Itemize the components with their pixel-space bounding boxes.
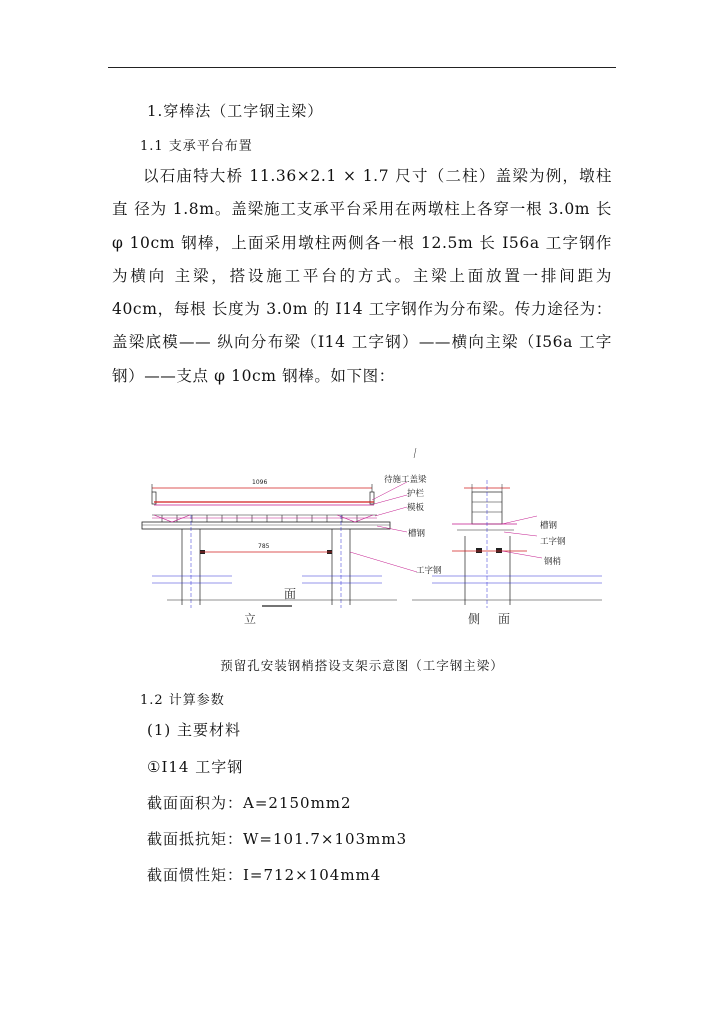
label-hu-lan: 护栏 [407, 489, 425, 499]
side-ce-label: 侧 [468, 612, 481, 626]
section-1-heading: 1.穿棒法（工字钢主梁） [147, 102, 324, 120]
dim-top-label: 1096 [252, 479, 268, 486]
label-gong-zi-gang-2: 工字钢 [540, 537, 566, 547]
figure-caption: 预留孔安装钢梢搭设支架示意图（工字钢主梁） [220, 658, 504, 673]
section-inertia: 截面惯性矩：I=712×104mm4 [147, 866, 382, 884]
bridge-support-diagram [132, 440, 602, 640]
main-girder [142, 522, 390, 529]
section-area: 截面面积为：A=2150mm2 [147, 794, 352, 812]
section-modulus: 截面抵抗矩：W=101.7×103mm3 [147, 830, 408, 848]
label-gang-xiao: 钢梢 [544, 557, 562, 567]
elevation-li-label: 立 [244, 612, 257, 626]
callout-labels [350, 448, 442, 576]
dim-mid-label: 785 [258, 543, 270, 550]
label-gong-zi-gang-1: 工字钢 [416, 566, 442, 576]
label-cao-gang: 槽钢 [408, 529, 426, 539]
side-view [412, 480, 602, 626]
section-1-2-heading: 1.2 计算参数 [140, 693, 225, 708]
label-cao-gang-2: 槽钢 [540, 521, 558, 531]
side-mian-label: 面 [498, 612, 511, 626]
label-gai-liang: 待施工盖梁 [384, 475, 427, 485]
elevation-mian-label: 面 [284, 587, 297, 601]
materials-heading: (1) 主要材料 [147, 721, 242, 739]
material-item-i14: ①I14 工字钢 [147, 758, 244, 776]
elevation-view [142, 479, 397, 626]
section-1-1-heading: 1.1 支承平台布置 [140, 139, 253, 154]
body-paragraph [112, 160, 612, 393]
header-rule [108, 67, 616, 68]
label-mu-ban: 模板 [407, 503, 425, 513]
paragraph-text: 以石庙特大桥 11.36×2.1 × 1.7 尺寸（二柱）盖梁为例，墩柱直 径为 1.8m。盖梁施工支承平台采用在两墩柱上各穿一根 3.0m 长 φ 10cm 钢棒，上面采用墩柱两侧各一根 12.5m 长 I56a 工字钢作为横向 主梁，搭设施工平台的方式。主梁上面放置一排间距为 40cm，每根 长度为 3.0m 的 I14 工字钢作为分布梁。传力途径为：盖梁底模—— 纵向分布梁（I14 工字钢）——横向主梁（I56a 工字钢）——支点 φ 10cm 钢棒。如下图： [112, 167, 612, 385]
